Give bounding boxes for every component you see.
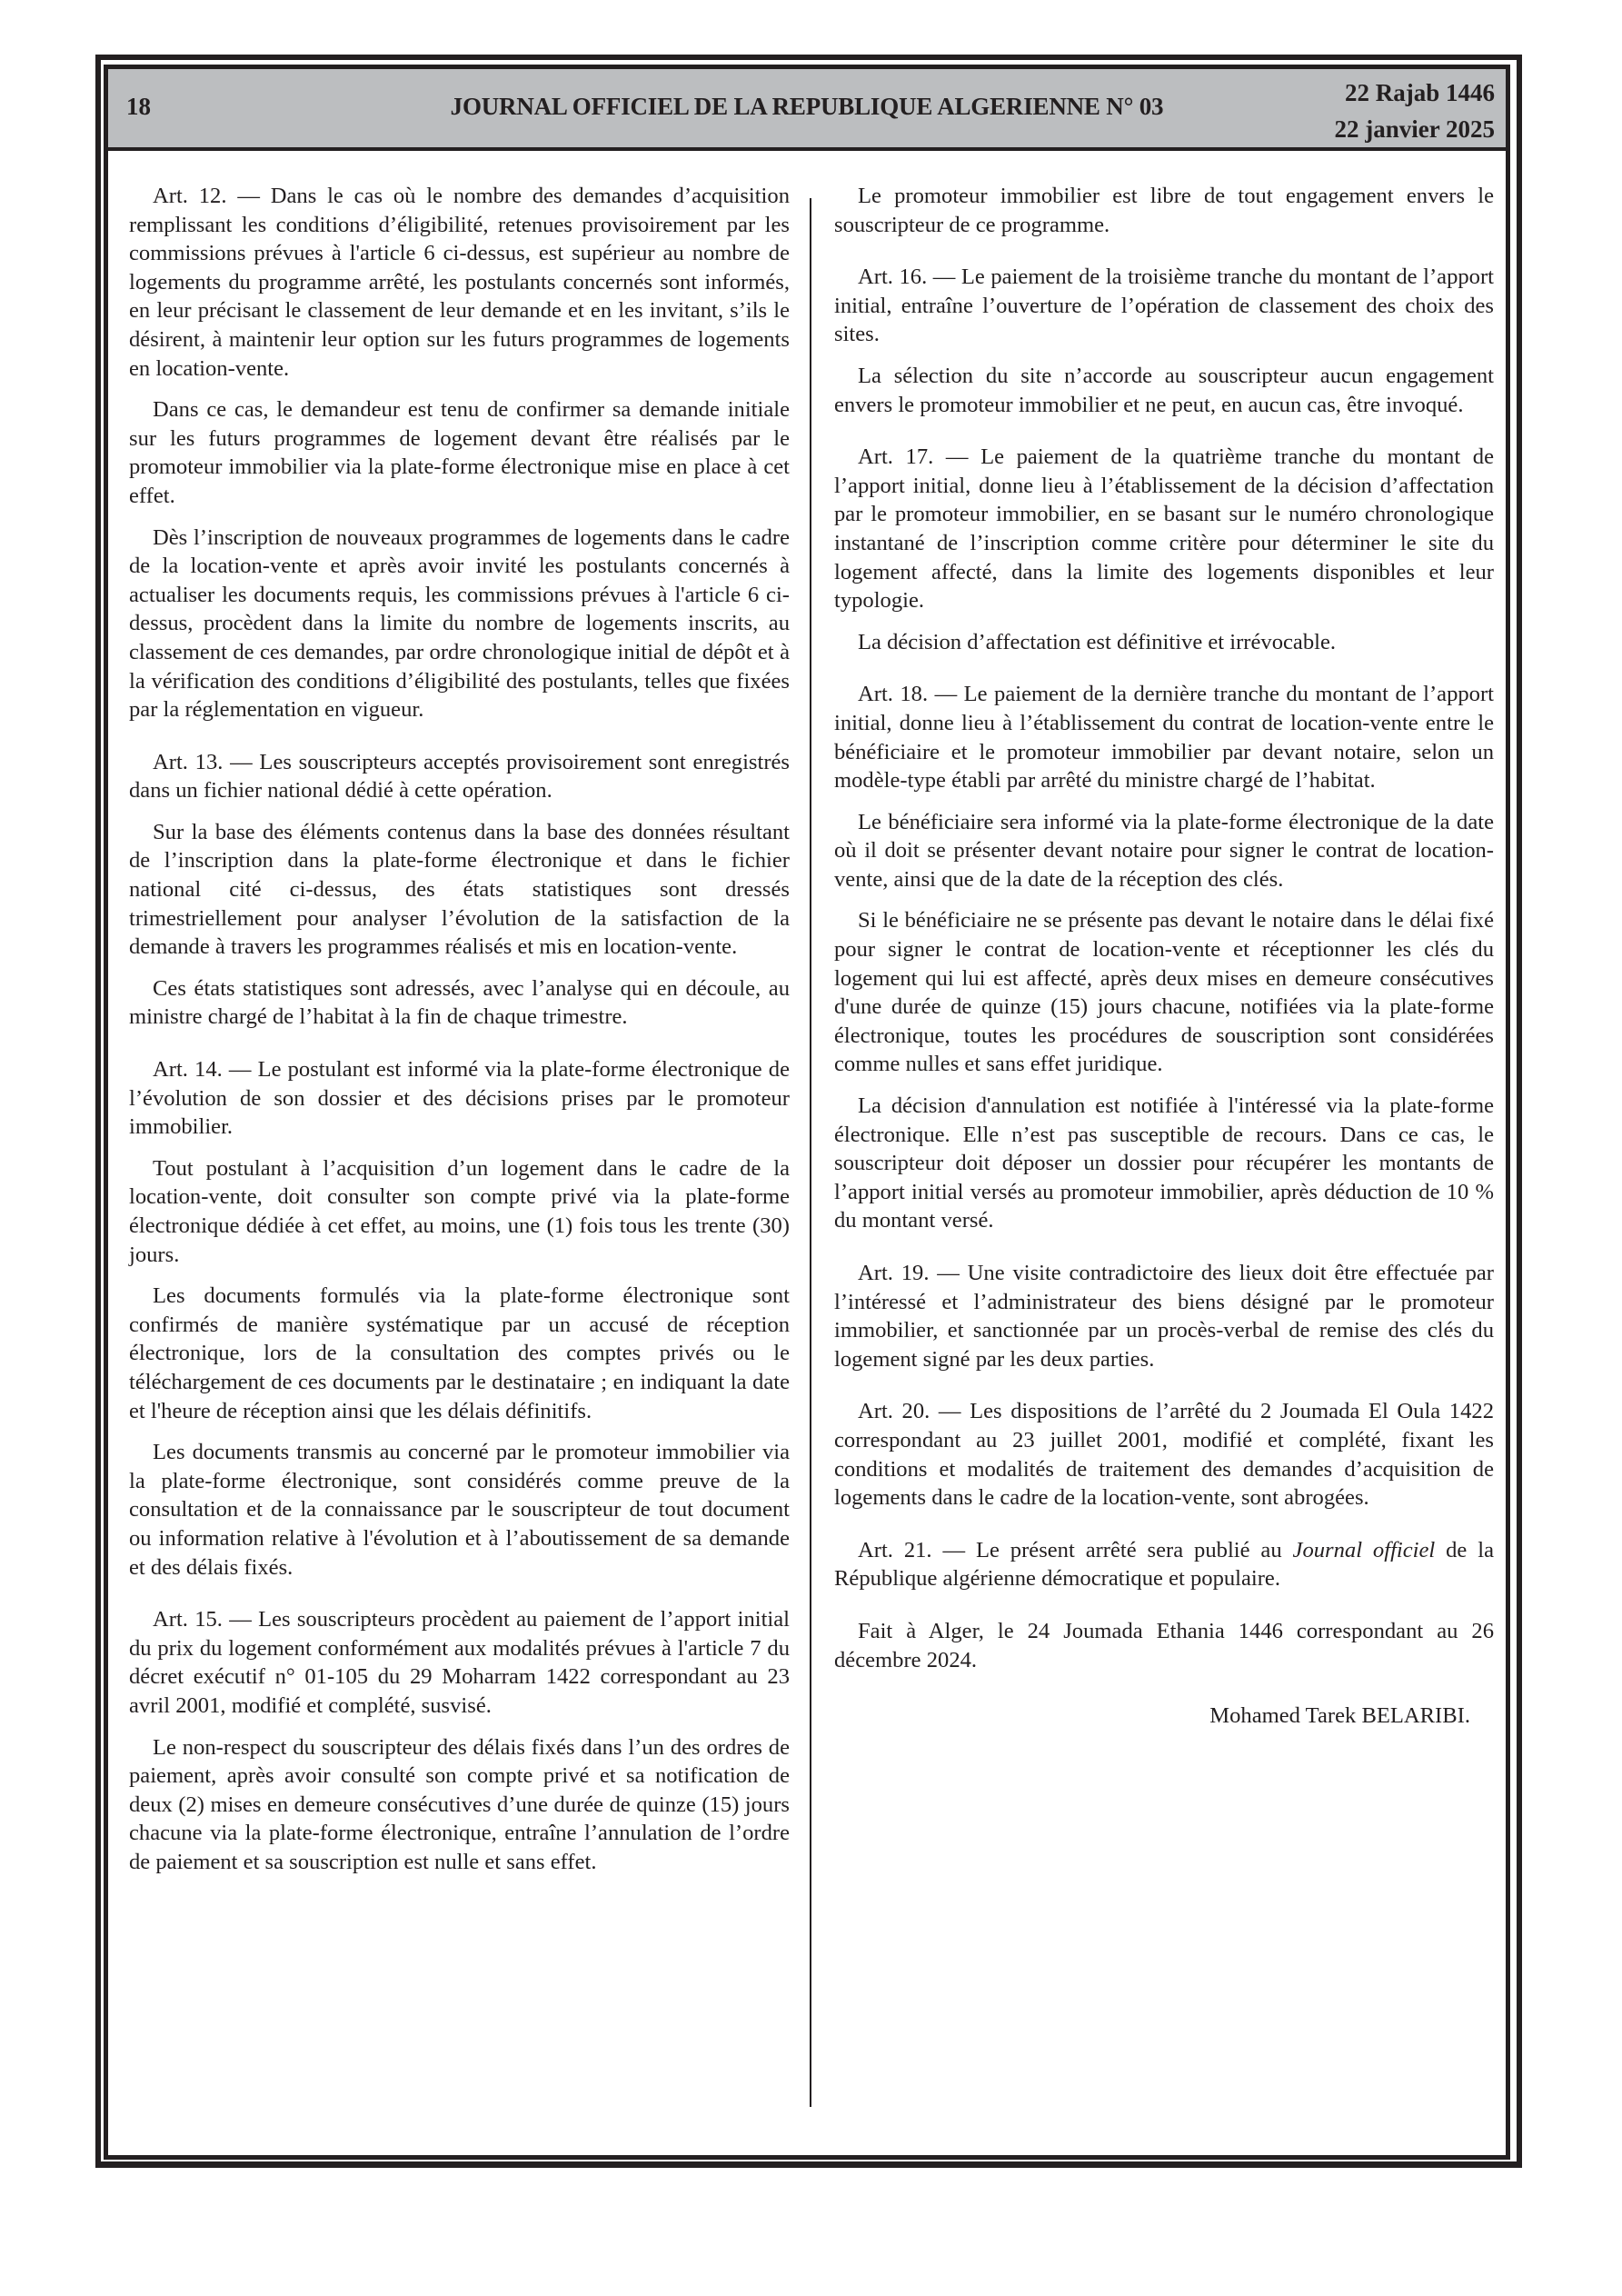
- article-18-paragraph: Si le bénéficiaire ne se présente pas devant le notaire dans le délai fixé pour signer le contrat de location-vente et réceptionner les clés du logement qui lui est affecté, après deux mises en demeure consécutives d'une durée de quinze (15) jours chacune, notifiées via la plate-forme électronique, toutes les procédures de souscription sont considérées comme nulles et sans effet juridique.: [834, 908, 1494, 1077]
- article-12-paragraph: Dès l’inscription de nouveaux programmes de logements dans le cadre de la location-vente et après avoir invité les postulants concernés à actualiser les documents requis, les commissions prévues à l'article 6 ci-dessus, procèdent dans la limite du nombre de logements inscrits, au classement de ces demandes, par ordre chronologique initial de dépôt et à la vérification des conditions d’éligibilité des postulants, telles que fixées par la réglementation en vigueur.: [129, 524, 790, 723]
- gregorian-date: 22 janvier 2025: [1334, 115, 1495, 143]
- article-21-paragraph: [834, 1536, 1494, 1593]
- journal-header: [108, 69, 1506, 151]
- article-13-paragraph: Sur la base des éléments contenus dans la base des données résultant de l’inscription dans la plate-forme électronique et dans le fichier national cité ci-dessus, des états statistiques sont dressés trimestriellement pour analyser l’évolution de la satisfaction de la demande à travers les programmes réalisés et mis en location-vente.: [129, 819, 790, 960]
- article-12-paragraph: Dans ce cas, le demandeur est tenu de confirmer sa demande initiale sur les futurs programmes de logement devant être réalisés par le promoteur immobilier via la plate-forme électronique mise en place à cet effet.: [129, 397, 790, 508]
- article-21-text: de la République algérienne démocratique et populaire.: [834, 1537, 1494, 1592]
- article-13-paragraph: Ces états statistiques sont adressés, avec l’analyse qui en découle, au ministre chargé de l’habitat à la fin de chaque trimestre.: [129, 975, 790, 1030]
- hijri-date: 22 Rajab 1446: [1344, 79, 1495, 106]
- article-15-paragraph: Le non-respect du souscripteur des délais fixés dans l’un des ordres de paiement, après avoir consulté son compte privé et sa notification de deux (2) mises en demeure consécutives d’une durée de quinze (15) jours chacune via la plate-forme électronique, entraîne l’annulation de l’ordre de paiement et sa souscription est nulle et sans effet.: [129, 1734, 790, 1874]
- article-18-paragraph: Art. 18. — Le paiement de la dernière tranche du montant de l’apport initial, donne lieu à l’établissement du contrat de location-vente entre le bénéficiaire et le promoteur immobilier par devant notaire, selon un modèle-type établi par arrêté du ministre chargé de l’habitat.: [834, 682, 1494, 794]
- right-column: [834, 182, 1494, 1743]
- article-16-paragraph: La sélection du site n’accorde au souscripteur aucun engagement envers le promoteur immobilier et ne peut, en aucun cas, être invoqué.: [834, 363, 1494, 417]
- article-13-paragraph: Art. 13. — Les souscripteurs acceptés provisoirement sont enregistrés dans un fichier national dédié à cette opération.: [129, 749, 790, 804]
- article-17-paragraph: Art. 17. — Le paiement de la quatrième tranche du montant de l’apport initial, donne lieu à l’établissement de la décision d’affectation par le promoteur immobilier, en se basant sur le numéro chronologique instantané de l’inscription comme critère pour déterminer le site du logement affecté, dans la limite des logements disponibles et leur typologie.: [834, 444, 1494, 614]
- closing-place-date: Fait à Alger, le 24 Joumada Ethania 1446 correspondant au 26 décembre 2024.: [834, 1618, 1494, 1672]
- issue-date: [1335, 75, 1496, 147]
- journal-officiel-reference: Journal officiel: [1292, 1537, 1436, 1562]
- article-15-paragraph: Le promoteur immobilier est libre de tout engagement envers le souscripteur de ce programme.: [834, 184, 1494, 237]
- article-14-paragraph: Les documents transmis au concerné par le promoteur immobilier via la plate-forme électronique, sont considérés comme preuve de la consultation et de la connaissance par le souscripteur de tout document ou information relative à l'évolution et à l’aboutissement de sa demande et des délais fixés.: [129, 1440, 790, 1580]
- article-14-paragraph: Les documents formulés via la plate-forme électronique sont confirmés de manière systématique par un accusé de réception électronique, lors de la consultation des comptes privés ou le téléchargement de ces documents par le destinataire ; en indiquant la date et l'heure de réception ainsi que les délais définitifs.: [129, 1283, 790, 1423]
- left-column: [129, 182, 790, 1889]
- journal-title: JOURNAL OFFICIEL DE LA REPUBLIQUE ALGERIENNE N° 03: [450, 93, 1164, 120]
- signatory-name: Mohamed Tarek BELARIBI.: [1209, 1703, 1470, 1729]
- article-18-paragraph: Le bénéficiaire sera informé via la plate-forme électronique de la date où il doit se présenter devant notaire pour signer le contrat de location-vente, ainsi que de la date de la réception des clés.: [834, 809, 1494, 892]
- article-12-paragraph: Art. 12. — Dans le cas où le nombre des demandes d’acquisition remplissant les conditions d’éligibilité, retenues provisoirement par les commissions prévues à l'article 6 ci-dessus, est supérieur au nombre de logements du programme arrêté, les postulants concernés sont informés, en leur précisant le classement de leur demande et en les invitant, s’ils le désirent, à maintenir leur option sur les futurs programmes de logements en location-vente.: [129, 184, 790, 381]
- article-16-paragraph: Art. 16. — Le paiement de la troisième tranche du montant de l’apport initial, entraîne l’ouverture de l’opération de classement des choix des sites.: [834, 265, 1494, 347]
- article-14-paragraph: Tout postulant à l’acquisition d’un logement dans le cadre de la location-vente, doit consulter son compte privé via la plate-forme électronique dédiée à cet effet, au moins, une (1) fois tous les trente (30) jours.: [129, 1155, 790, 1267]
- article-19-paragraph: Art. 19. — Une visite contradictoire des lieux doit être effectuée par l’intéressé et l’administrateur des biens désigné par le promoteur immobilier, et sanctionnée par un procès-verbal de remise des clés du logement signé par les deux parties.: [834, 1261, 1494, 1372]
- page-number: 18: [126, 93, 151, 120]
- article-17-paragraph: La décision d’affectation est définitive et irrévocable.: [858, 629, 1337, 654]
- column-divider: [810, 198, 811, 2107]
- article-15-paragraph: Art. 15. — Les souscripteurs procèdent au paiement de l’apport initial du prix du logement conformément aux modalités prévues à l'article 7 du décret exécutif n° 01-105 du 29 Moharram 1422 correspondant au 23 avril 2001, modifié et complété, susvisé.: [129, 1607, 790, 1718]
- article-20-paragraph: Art. 20. — Les dispositions de l’arrêté du 2 Joumada El Oula 1422 correspondant au 23 juillet 2001, modifié et complété, fixant les conditions et modalités de traitement des demandes d’acquisition de logements dans le cadre de la location-vente, sont abrogées.: [834, 1399, 1494, 1511]
- article-21-text: Art. 21. — Le présent arrêté sera publié au: [858, 1537, 1293, 1562]
- article-18-paragraph: La décision d'annulation est notifiée à l'intéressé via la plate-forme électronique. Elle n’est pas susceptible de recours. Dans ce cas, le souscripteur doit déposer un dossier pour récupérer les montants de l’apport initial versés au promoteur immobilier, après déduction de 10 % du montant versé.: [834, 1093, 1494, 1233]
- article-14-paragraph: Art. 14. — Le postulant est informé via la plate-forme électronique de l’évolution de son dossier et des décisions prises par le promoteur immobilier.: [129, 1057, 790, 1140]
